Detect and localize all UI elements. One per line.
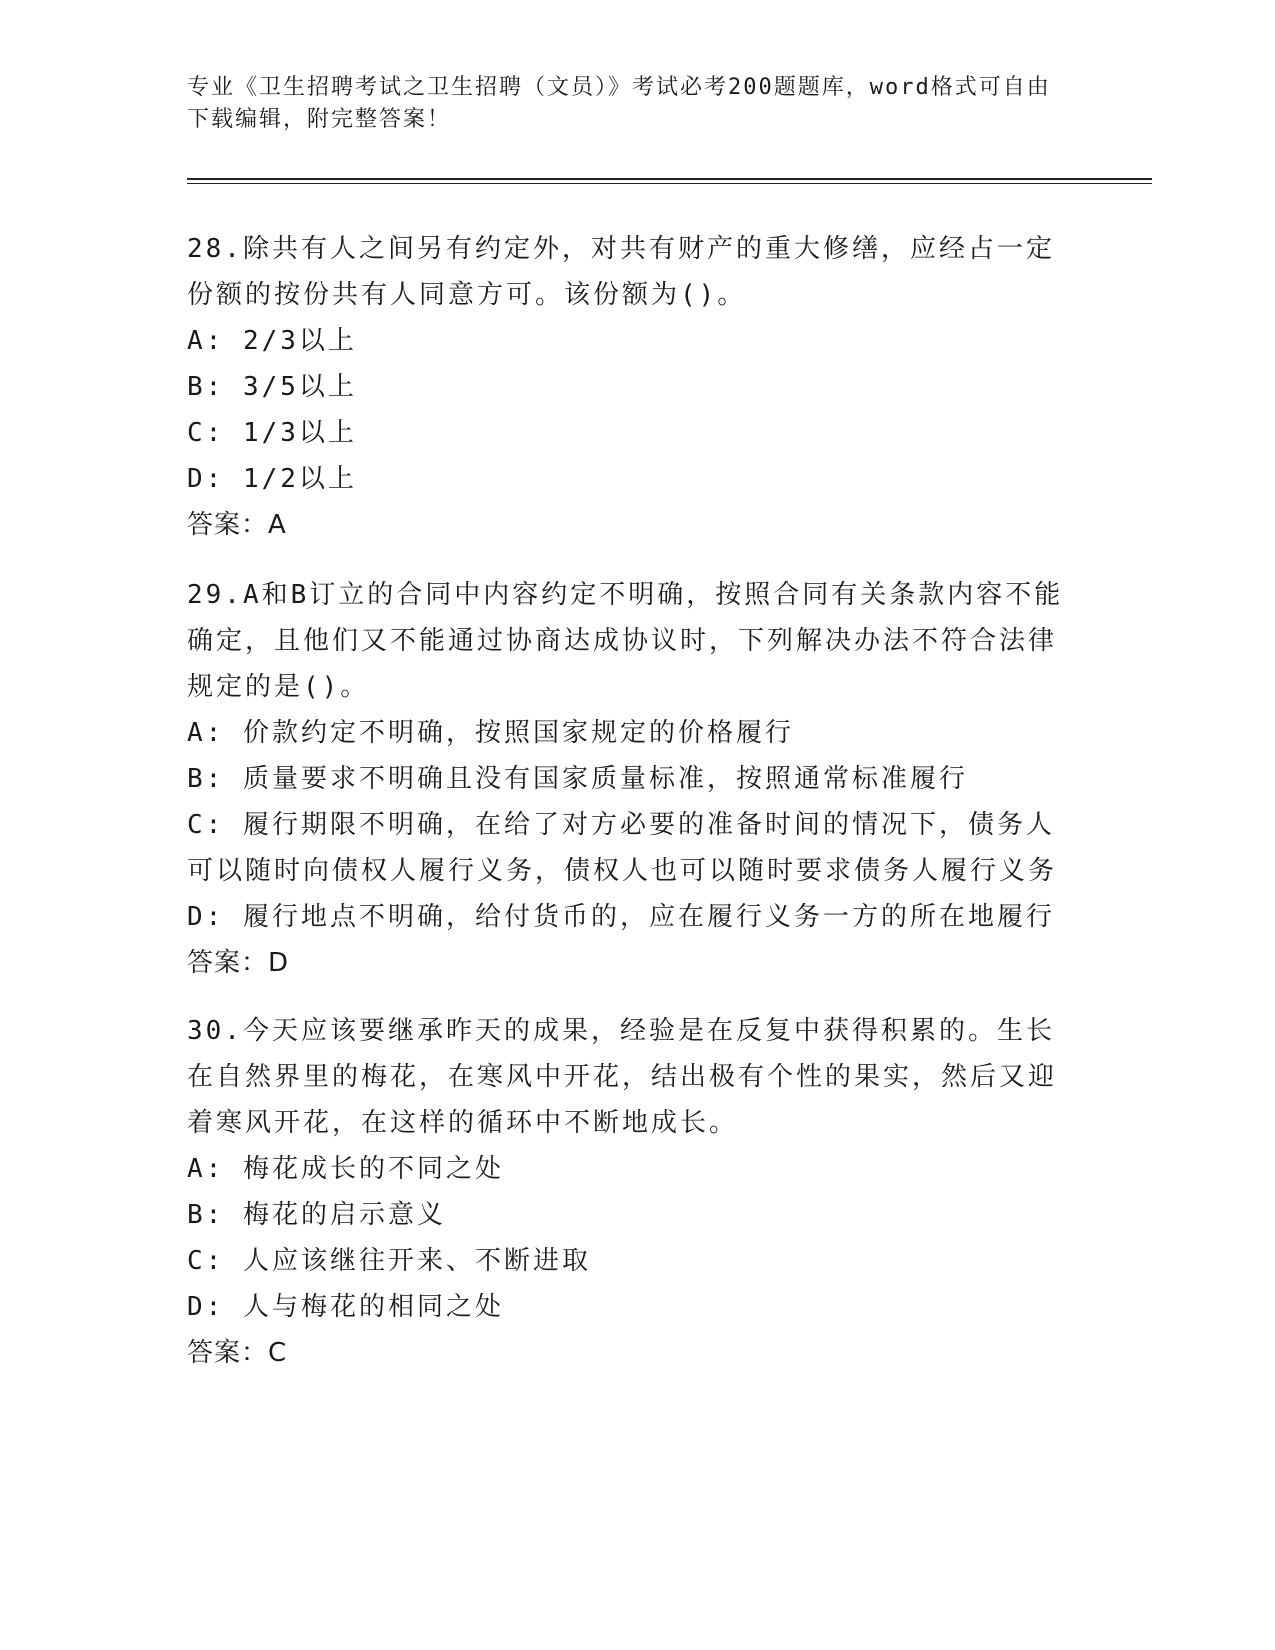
document-header: 专业《卫生招聘考试之卫生招聘（文员）》考试必考200题题库，word格式可自由下载编辑，附完整答案！ xyxy=(187,75,1051,132)
option-c: C: 履行期限不明确，在给了对方必要的准备时间的情况下，债务人可以随时向债权人履行义务，债权人也可以随时要求债务人履行义务 xyxy=(187,810,1058,886)
question-stem: 28.除共有人之间另有约定外，对共有财产的重大修缮，应经占一定份额的按份共有人同意方可。该份额为()。 xyxy=(187,234,1055,310)
option-b: B: 梅花的启示意义 xyxy=(187,1200,446,1230)
question-stem: 30.今天应该要继承昨天的成果，经验是在反复中获得积累的。生长在自然界里的梅花，在寒风中开花，结出极有个性的果实，然后又迎着寒风开花，在这样的循环中不断地成长。 xyxy=(187,1016,1058,1138)
option-a: A: 梅花成长的不同之处 xyxy=(187,1154,504,1184)
answer-value: A xyxy=(268,510,287,540)
answer xyxy=(187,940,1067,986)
answer-label: 答案： xyxy=(187,510,269,540)
option-a: A: 价款约定不明确，按照国家规定的价格履行 xyxy=(187,718,794,748)
option-c: C: 1/3以上 xyxy=(187,418,357,448)
question-29 xyxy=(187,572,1067,986)
answer-value: C xyxy=(268,1338,288,1368)
header-divider-thin xyxy=(187,183,1152,184)
option-d: D: 1/2以上 xyxy=(187,464,357,494)
answer xyxy=(187,1330,1067,1376)
question-28 xyxy=(187,226,1067,548)
option-c: C: 人应该继往开来、不断进取 xyxy=(187,1246,591,1276)
option-b: B: 质量要求不明确且没有国家质量标准，按照通常标准履行 xyxy=(187,764,968,794)
question-stem: 29.A和B订立的合同中内容约定不明确，按照合同有关条款内容不能确定，且他们又不能通过协商达成协议时，下列解决办法不符合法律规定的是()。 xyxy=(187,580,1064,702)
option-d: D: 人与梅花的相同之处 xyxy=(187,1292,504,1322)
answer xyxy=(187,502,1067,548)
option-a: A: 2/3以上 xyxy=(187,326,357,356)
answer-label: 答案： xyxy=(187,948,269,978)
header-divider xyxy=(187,178,1152,180)
answer-value: D xyxy=(268,948,290,978)
option-b: B: 3/5以上 xyxy=(187,372,357,402)
question-30 xyxy=(187,1008,1067,1376)
answer-label: 答案： xyxy=(187,1338,269,1368)
option-d: D: 履行地点不明确，给付货币的，应在履行义务一方的所在地履行 xyxy=(187,902,1055,932)
